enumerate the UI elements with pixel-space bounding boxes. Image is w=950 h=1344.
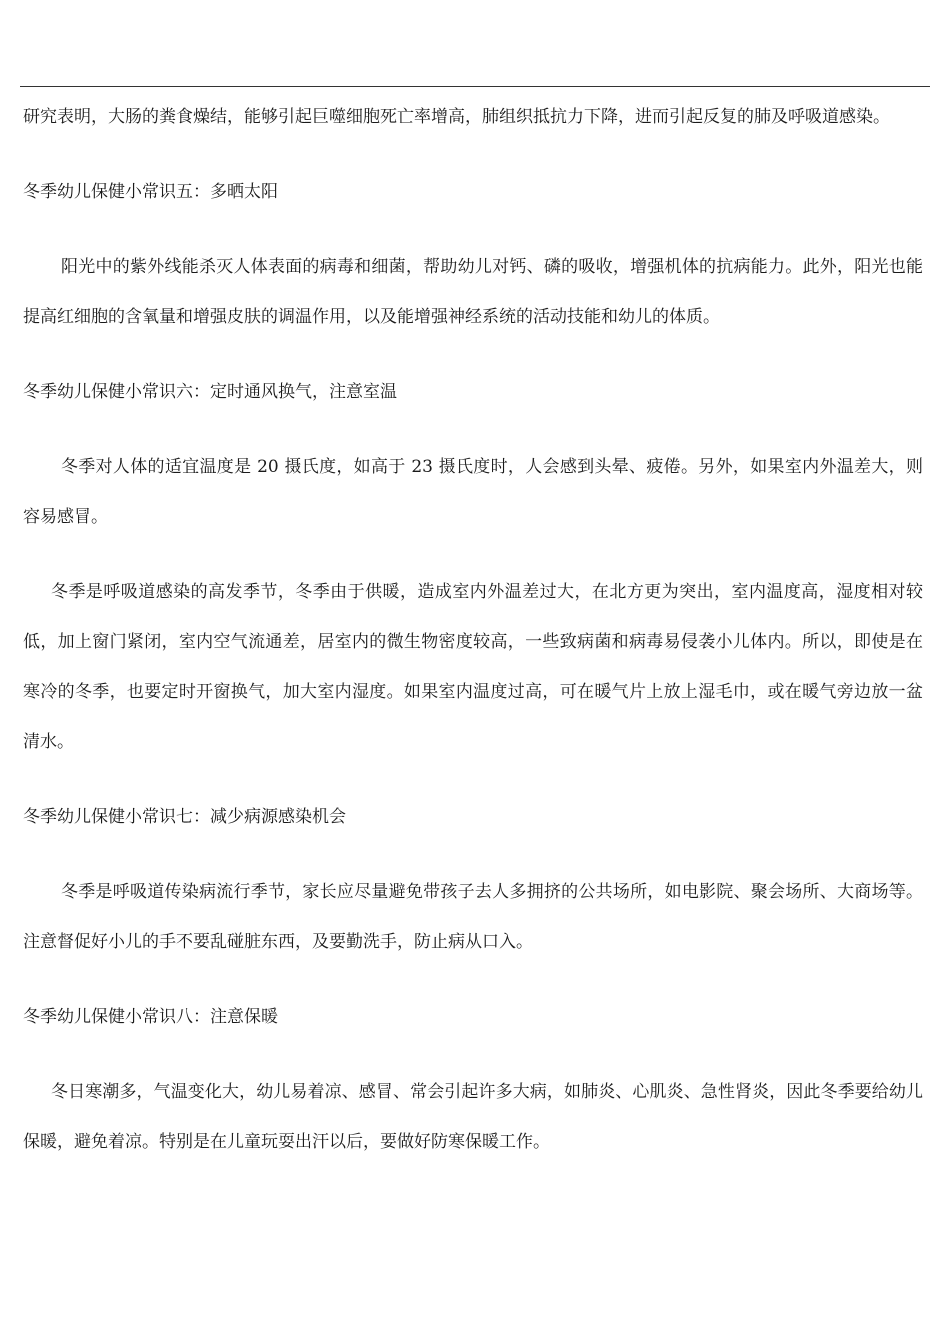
paragraph-room-temperature: 冬季对人体的适宜温度是 20 摄氏度，如高于 23 摄氏度时，人会感到头晕、疲倦。另外，如果室内外温差大，则容易感冒。 — [23, 457, 923, 527]
paragraph-ventilation: 冬季是呼吸道感染的高发季节，冬季由于供暖，造成室内外温差过大，在北方更为突出，室内温度高，湿度相对较低，加上窗门紧闭，室内空气流通差，居室内的微生物密度较高，一些致病菌和病毒易侵袭小儿体内。所以，即使是在寒冷的冬季，也要定时开窗换气，加大室内湿度。如果室内温度过高，可在暖气片上放上湿毛巾，或在暖气旁边放一盆清水。 — [23, 582, 923, 752]
paragraph-sunlight: 阳光中的紫外线能杀灭人体表面的病毒和细菌，帮助幼儿对钙、磷的吸收，增强机体的抗病能力。此外，阳光也能提高红细胞的含氧量和增强皮肤的调温作用，以及能增强神经系统的活动技能和幼儿的体质。 — [23, 257, 923, 327]
paragraph-keep-warm: 冬日寒潮多，气温变化大，幼儿易着凉、感冒、常会引起许多大病，如肺炎、心肌炎、急性肾炎，因此冬季要给幼儿保暖，避免着凉。特别是在儿童玩耍出汗以后，要做好防寒保暖工作。 — [23, 1082, 923, 1152]
paragraph-intestine-infection: 研究表明，大肠的粪食燥结，能够引起巨噬细胞死亡率增高，肺组织抵抗力下降，进而引起反复的肺及呼吸道感染。 — [23, 107, 890, 127]
document-body — [23, 92, 923, 1192]
paragraph-infection-sources: 冬季是呼吸道传染病流行季节，家长应尽量避免带孩子去人多拥挤的公共场所，如电影院、聚会场所、大商场等。注意督促好小儿的手不要乱碰脏东西，及要勤洗手，防止病从口入。 — [23, 882, 923, 952]
heading-tip-five: 冬季幼儿保健小常识五：多晒太阳 — [23, 182, 278, 202]
heading-tip-six: 冬季幼儿保健小常识六：定时通风换气，注意室温 — [23, 382, 397, 402]
heading-tip-eight: 冬季幼儿保健小常识八：注意保暖 — [23, 1007, 278, 1027]
header-rule — [20, 86, 930, 87]
heading-tip-seven: 冬季幼儿保健小常识七：减少病源感染机会 — [23, 807, 346, 827]
